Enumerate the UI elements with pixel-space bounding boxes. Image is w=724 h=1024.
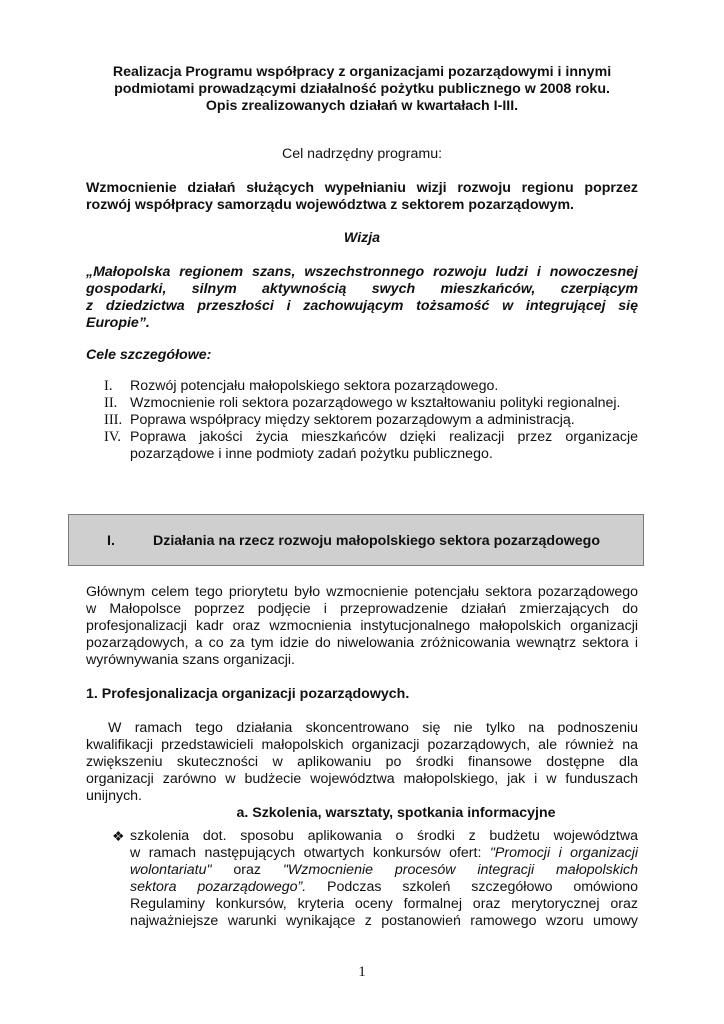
subsection-1-line: W ramach tego działania skoncentrowano się nie tylko na podnoszeniu <box>108 720 638 736</box>
title-line-3: Opis zrealizowanych działań w kwartałach I-III. <box>205 98 519 114</box>
objective-item <box>104 395 638 412</box>
objectives-list <box>104 378 638 463</box>
objective-item <box>104 378 638 395</box>
intro-line: w Małopolsce poprzez podjęcie i przeprowadzenie działań zmierzających do <box>86 601 638 617</box>
title-line-2: podmiotami prowadzącymi działalność pożytku publicznego w 2008 roku. <box>114 81 610 97</box>
subsection-1-line: unijnych. <box>86 788 142 804</box>
bullet-line-5: Regulaminy konkursów, kryteria oceny formalnej oraz merytorycznej oraz <box>130 896 638 912</box>
section-title: Działania na rzecz rozwoju małopolskiego sektora pozarządowego <box>153 533 601 549</box>
bullet-line-3-italic: wolontariatu" <box>130 862 212 878</box>
objective-text: Poprawa jakości życia mieszkańców dzięki realizacji przez organizacje <box>130 429 638 445</box>
goal-line-1: Wzmocnienie działań służących wypełnianiu wizji rozwoju regionu poprzez <box>86 180 638 196</box>
vision-line-2: gospodarki, silnym aktywnością swych mieszkańców, czerpiącym <box>86 281 638 297</box>
page-number: 1 <box>358 964 366 980</box>
intro-line: profesjonalizacji kadr oraz wzmocnienia instytucjonalnego małopolskich organizacji <box>86 618 638 634</box>
bullet-line-2 <box>130 845 638 862</box>
objectives-heading: Cele szczegółowe: <box>86 347 212 363</box>
goal-heading: Cel nadrzędny programu: <box>281 146 443 162</box>
diamond-bullet-icon: ❖ <box>112 828 125 844</box>
section-header-box <box>68 514 644 566</box>
document-title <box>86 64 638 115</box>
objective-text: Rozwój potencjału małopolskiego sektora pozarządowego. <box>130 378 499 394</box>
subsection-1-heading: 1. Profesjonalizacja organizacji pozarządowych. <box>86 686 410 702</box>
subsection-a-heading: a. Szkolenia, warsztaty, spotkania informacyjne <box>236 805 556 821</box>
objective-number: IV. <box>104 429 122 445</box>
goal-line-2: rozwój współpracy samorządu województwa z sektorem pozarządowym. <box>86 197 575 213</box>
objective-text: Wzmocnienie roli sektora pozarządowego w kształtowaniu polityki regionalnej. <box>130 395 621 411</box>
objective-item <box>104 429 638 463</box>
bullet-line-2-italic: "Promocji i organizacji <box>489 845 639 861</box>
bullet-line-4-plain: Podczas szkoleń szczegółowo omówiono <box>306 879 638 895</box>
bullet-line-1: szkolenia dot. sposobu aplikowania o środki z budżetu województwa <box>130 828 638 844</box>
bullet-line-6: najważniejsze warunki wynikające z postanowień ramowego wzoru umowy <box>130 913 638 929</box>
title-line-1: Realizacja Programu współpracy z organizacjami pozarządowymi i innymi <box>112 64 612 80</box>
subsection-1-line: organizacji zarówno w budżecie województwa małopolskiego, jak i w funduszach <box>86 771 638 787</box>
bullet-line-2-plain: w ramach następujących otwartych konkursów ofert: <box>130 845 490 861</box>
objective-item <box>104 412 638 429</box>
subsection-1-paragraph <box>86 720 638 805</box>
subsection-1-line: zwiększeniu skuteczności w aplikowaniu po środki finansowe dostępne dla <box>86 754 638 770</box>
intro-line: pozarządowych, a co za tym idzie do niwelowania zróżnicowania wewnątrz sektora i <box>86 635 638 651</box>
bullet-line-4-italic: sektora pozarządowego”. <box>130 879 307 895</box>
intro-line: wyrównywania szans organizacji. <box>86 652 295 668</box>
vision-text <box>86 264 638 332</box>
vision-line-3: z dziedzictwa przeszłości i zachowującym tożsamość w integrującej się <box>86 298 638 314</box>
vision-heading: Wizja <box>343 230 381 246</box>
objective-text: Poprawa współpracy między sektorem pozarządowym a administracją. <box>130 412 575 428</box>
section-number: I. <box>107 533 115 549</box>
bullet-line-3-plain: oraz <box>211 862 283 878</box>
goal-text <box>86 180 638 214</box>
vision-line-1: „Małopolska regionem szans, wszechstronnego rozwoju ludzi i nowoczesnej <box>86 264 638 280</box>
vision-line-4: Europie”. <box>86 315 150 331</box>
subsection-1-line: kwalifikacji przedstawicieli małopolskich organizacji pozarządowych, ale również na <box>86 737 638 753</box>
bullet-line-3-italic-2: "Wzmocnienie procesów integracji małopolskich <box>282 862 638 878</box>
objective-number: III. <box>104 412 123 428</box>
bullet-item <box>112 828 639 930</box>
objective-number: I. <box>104 378 113 394</box>
bullet-line-3 <box>130 862 638 879</box>
intro-line: Głównym celem tego priorytetu było wzmocnienie potencjału sektora pozarządowego <box>86 584 638 600</box>
bullet-line-4 <box>130 879 638 896</box>
objective-text-continued: pozarządowe i inne podmioty zadań pożytku publicznego. <box>130 446 493 462</box>
objective-number: II. <box>104 395 118 411</box>
intro-paragraph <box>86 584 638 669</box>
